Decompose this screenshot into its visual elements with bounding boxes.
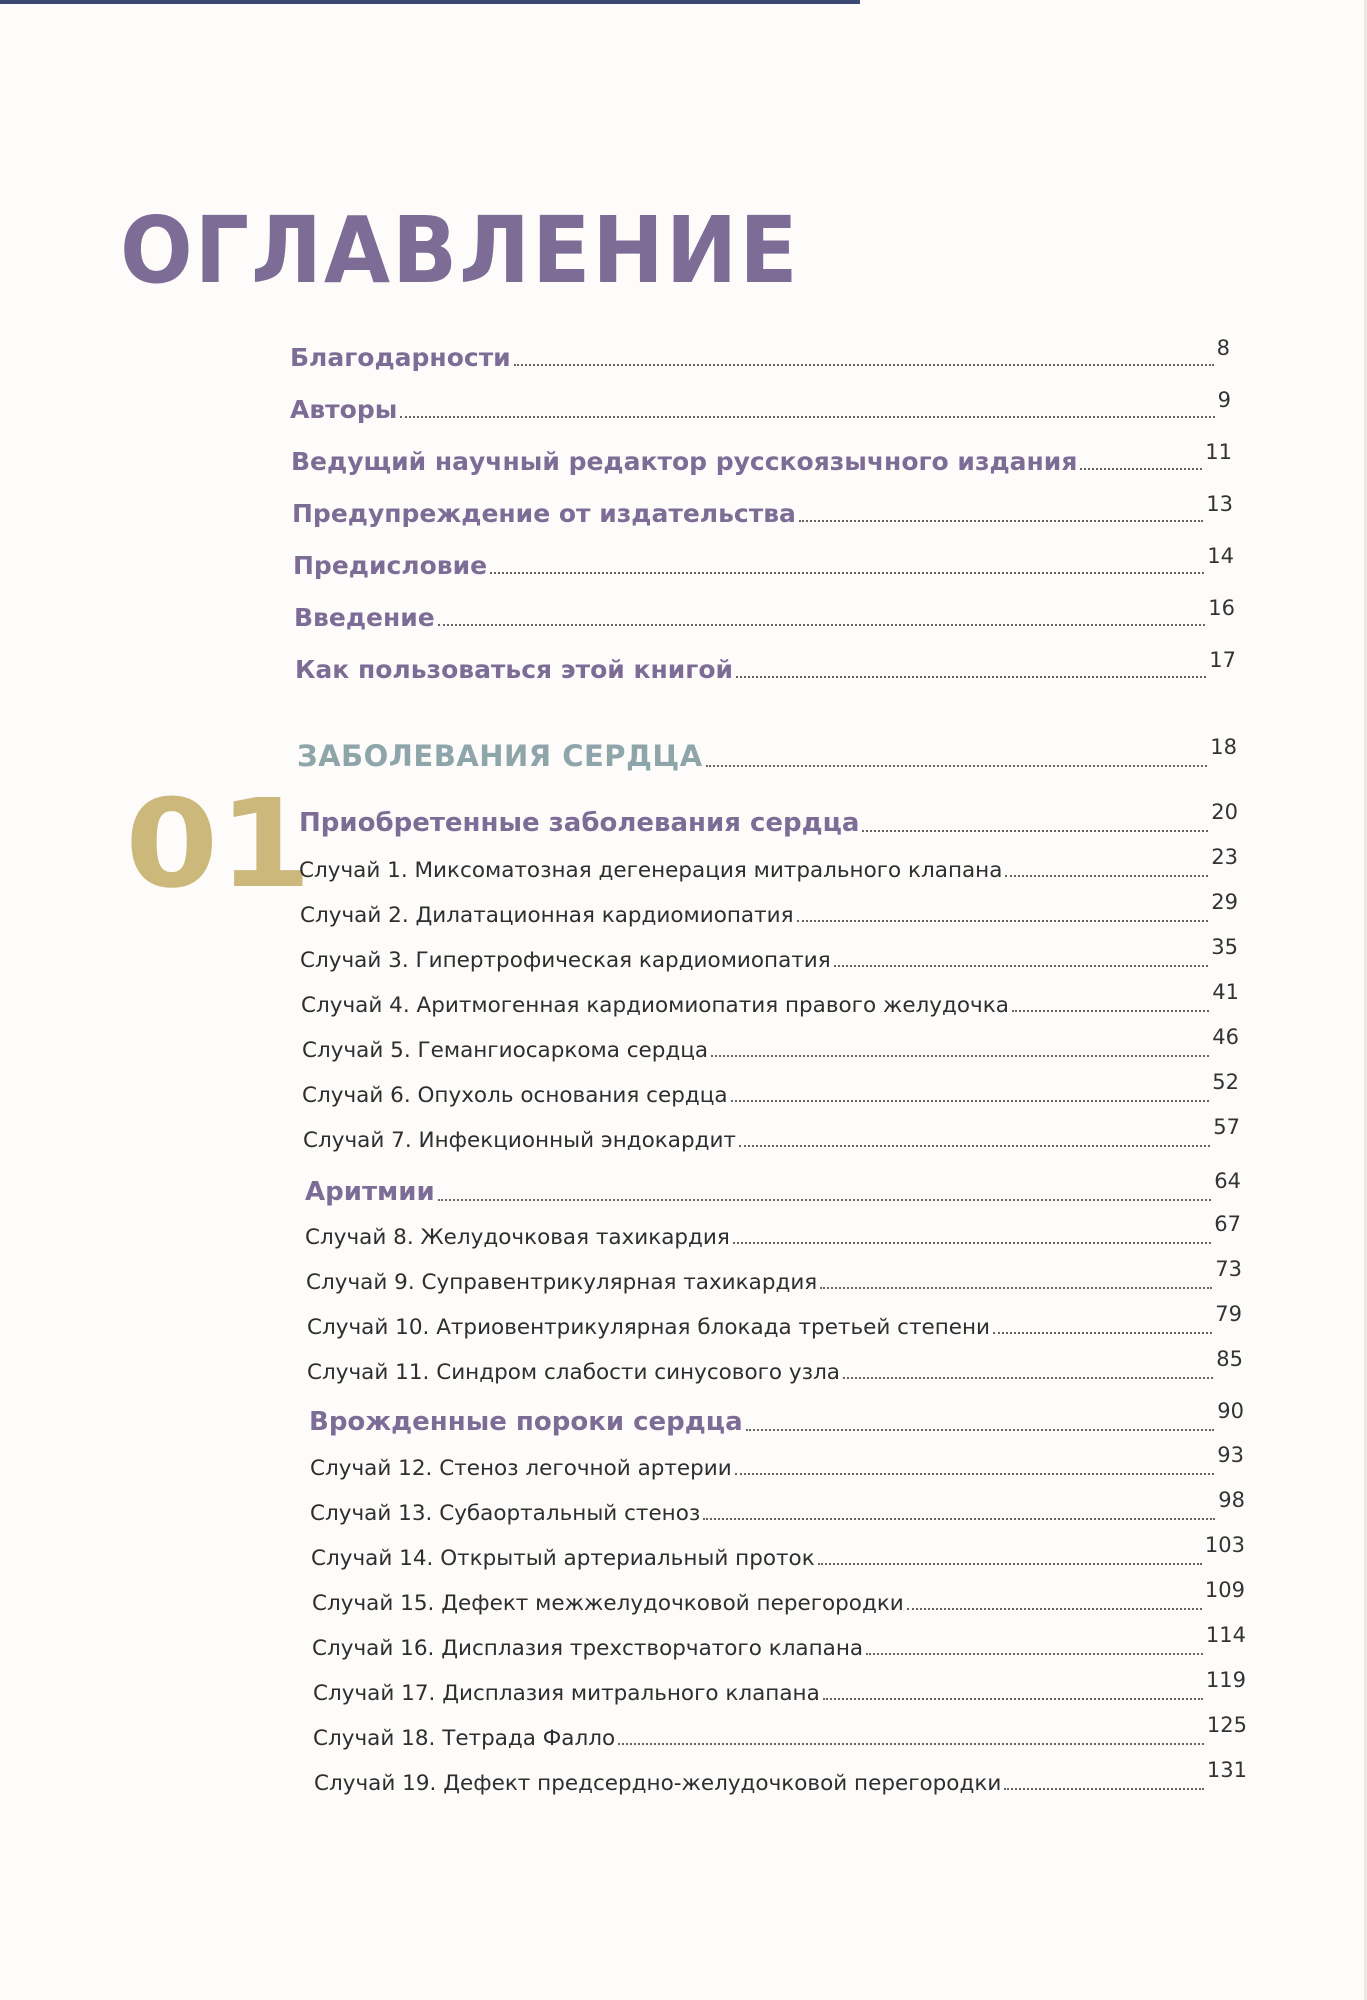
toc-entry-page: 35 [1211, 935, 1238, 959]
leader-dots [706, 765, 1208, 767]
case-label: Случай 6. Опухоль основания сердца [302, 1083, 728, 1108]
toc-entry-page: 67 [1214, 1212, 1241, 1236]
leader-dots [862, 830, 1208, 832]
toc-case[interactable] [312, 1623, 1246, 1661]
toc-entry-page: 23 [1211, 845, 1238, 869]
toc-case[interactable] [307, 1302, 1242, 1340]
toc-entry-page: 114 [1205, 1623, 1246, 1647]
case-label: Случай 19. Дефект предсердно-желудочковой перегородки [314, 1771, 1002, 1796]
case-label: Случай 17. Дисплазия митрального клапана [313, 1681, 820, 1706]
toc-entry-label: Благодарности [290, 343, 511, 372]
case-label: Случай 4. Аритмогенная кардиомиопатия правого желудочка [301, 993, 1009, 1018]
section-title: Аритмии [305, 1177, 435, 1207]
toc-entry-page: 13 [1206, 492, 1233, 516]
toc-entry-label: Предисловие [293, 551, 488, 580]
case-label: Случай 12. Стеноз легочной артерии [310, 1456, 732, 1481]
toc-entry-page: 41 [1212, 980, 1239, 1004]
toc-entry-page: 131 [1206, 1758, 1247, 1782]
leader-dots [400, 416, 1214, 418]
toc-entry-page: 57 [1213, 1115, 1240, 1139]
toc-entry-page: 125 [1206, 1713, 1247, 1737]
toc-entry-preface[interactable] [293, 544, 1234, 580]
toc-case[interactable] [303, 1115, 1240, 1153]
leader-dots [799, 520, 1203, 522]
leader-dots [834, 965, 1209, 967]
toc-chapter-heart-diseases[interactable] [297, 735, 1237, 773]
case-label: Случай 3. Гипертрофическая кардиомиопатия [300, 948, 831, 973]
toc-entry-page: 103 [1204, 1533, 1245, 1557]
leader-dots [907, 1608, 1202, 1610]
case-label: Случай 1. Миксоматозная дегенерация митрального клапана [299, 858, 1003, 883]
case-label: Случай 14. Открытый артериальный проток [311, 1546, 815, 1571]
leader-dots [736, 676, 1206, 678]
leader-dots [514, 364, 1214, 366]
case-label: Случай 8. Желудочковая тахикардия [305, 1225, 730, 1250]
leader-dots [733, 1242, 1211, 1244]
toc-entry-introduction[interactable] [294, 596, 1235, 632]
toc-entry-page: 14 [1207, 544, 1234, 568]
leader-dots [746, 1429, 1215, 1431]
chapter-number: 01 [125, 773, 312, 915]
toc-entry-label: Авторы [290, 395, 398, 424]
toc-case[interactable] [302, 1070, 1239, 1108]
toc-case[interactable] [314, 1758, 1247, 1796]
toc-entry-page: 17 [1209, 648, 1236, 672]
toc-case[interactable] [310, 1443, 1244, 1481]
toc-entry-page: 119 [1205, 1668, 1246, 1692]
leader-dots [735, 1473, 1215, 1475]
toc-case[interactable] [306, 1257, 1242, 1295]
toc-section-congenital[interactable] [309, 1399, 1244, 1437]
toc-entry-label: Как пользоваться этой книгой [295, 655, 734, 684]
section-title: Врожденные пороки сердца [309, 1407, 743, 1437]
leader-dots [1004, 1788, 1204, 1790]
toc-case[interactable] [313, 1713, 1247, 1751]
toc-section-arrhythmias[interactable] [305, 1169, 1241, 1207]
toc-entry-page: 79 [1215, 1302, 1242, 1326]
case-label: Случай 2. Дилатационная кардиомиопатия [300, 903, 794, 928]
case-label: Случай 7. Инфекционный эндокардит [303, 1128, 736, 1153]
leader-dots [703, 1518, 1215, 1520]
toc-entry-label: Предупреждение от издательства [292, 499, 796, 528]
case-label: Случай 18. Тетрада Фалло [313, 1726, 616, 1751]
toc-entry-acknowledgements[interactable] [290, 336, 1230, 372]
leader-dots [818, 1563, 1202, 1565]
case-label: Случай 16. Дисплазия трехстворчатого клапана [312, 1636, 864, 1661]
toc-entry-page: 90 [1217, 1399, 1244, 1423]
toc-case[interactable] [313, 1668, 1246, 1706]
leader-dots [797, 920, 1209, 922]
toc-entry-page: 18 [1210, 735, 1237, 759]
leader-dots [438, 1199, 1212, 1201]
toc-section-acquired[interactable] [299, 800, 1238, 838]
toc-case[interactable] [305, 1212, 1241, 1250]
toc-case[interactable] [310, 1488, 1245, 1526]
toc-entry-page: 93 [1217, 1443, 1244, 1467]
toc-case[interactable] [300, 935, 1238, 973]
leader-dots [731, 1100, 1210, 1102]
toc-case[interactable] [311, 1533, 1245, 1571]
leader-dots [843, 1377, 1213, 1379]
leader-dots [490, 572, 1204, 574]
toc-entry-page: 46 [1212, 1025, 1239, 1049]
toc-case[interactable] [302, 1025, 1239, 1063]
leader-dots [820, 1287, 1212, 1289]
toc-case[interactable] [301, 980, 1239, 1018]
toc-entry-page: 98 [1218, 1488, 1245, 1512]
leader-dots [1005, 875, 1208, 877]
toc-case[interactable] [312, 1578, 1245, 1616]
toc-entry-authors[interactable] [290, 388, 1231, 424]
leader-dots [993, 1332, 1212, 1334]
leader-dots [1080, 468, 1202, 470]
toc-entry-page: 73 [1215, 1257, 1242, 1281]
toc-case[interactable] [307, 1347, 1243, 1385]
section-title: Приобретенные заболевания сердца [299, 808, 860, 838]
leader-dots [711, 1055, 1209, 1057]
toc-entry-page: 16 [1208, 596, 1235, 620]
toc-entry-label: Ведущий научный редактор русскоязычного издания [291, 447, 1078, 476]
case-label: Случай 13. Субаортальный стеноз [310, 1501, 701, 1526]
case-label: Случай 15. Дефект межжелудочковой перегородки [312, 1591, 904, 1616]
toc-entry-editor[interactable] [291, 440, 1232, 476]
toc-entry-page: 85 [1216, 1347, 1243, 1371]
toc-entry-how-to-use[interactable] [295, 648, 1236, 684]
top-edge-bar [0, 0, 860, 4]
leader-dots [438, 624, 1206, 626]
toc-entry-page: 29 [1211, 890, 1238, 914]
case-label: Случай 5. Гемангиосаркома сердца [302, 1038, 709, 1063]
leader-dots [739, 1145, 1210, 1147]
toc-entry-label: Введение [294, 603, 435, 632]
chapter-title: ЗАБОЛЕВАНИЯ СЕРДЦА [297, 739, 703, 773]
toc-case[interactable] [299, 845, 1238, 883]
toc-entry-page: 109 [1204, 1578, 1245, 1602]
leader-dots [1012, 1010, 1209, 1012]
case-label: Случай 9. Суправентрикулярная тахикардия [306, 1270, 818, 1295]
leader-dots [618, 1743, 1204, 1745]
case-label: Случай 10. Атриовентрикулярная блокада третьей степени [307, 1315, 991, 1340]
toc-entry-page: 64 [1214, 1169, 1241, 1193]
toc-entry-page: 52 [1212, 1070, 1239, 1094]
toc-entry-page: 9 [1217, 388, 1231, 412]
toc-entry-page: 20 [1211, 800, 1238, 824]
leader-dots [823, 1698, 1203, 1700]
page-title: ОГЛАВЛЕНИЕ [120, 197, 800, 304]
toc-case[interactable] [300, 890, 1238, 928]
case-label: Случай 11. Синдром слабости синусового узла [307, 1360, 840, 1385]
toc-entry-page: 8 [1216, 336, 1230, 360]
toc-entry-page: 11 [1205, 440, 1232, 464]
leader-dots [866, 1653, 1203, 1655]
toc-entry-publisher-warning[interactable] [292, 492, 1233, 528]
